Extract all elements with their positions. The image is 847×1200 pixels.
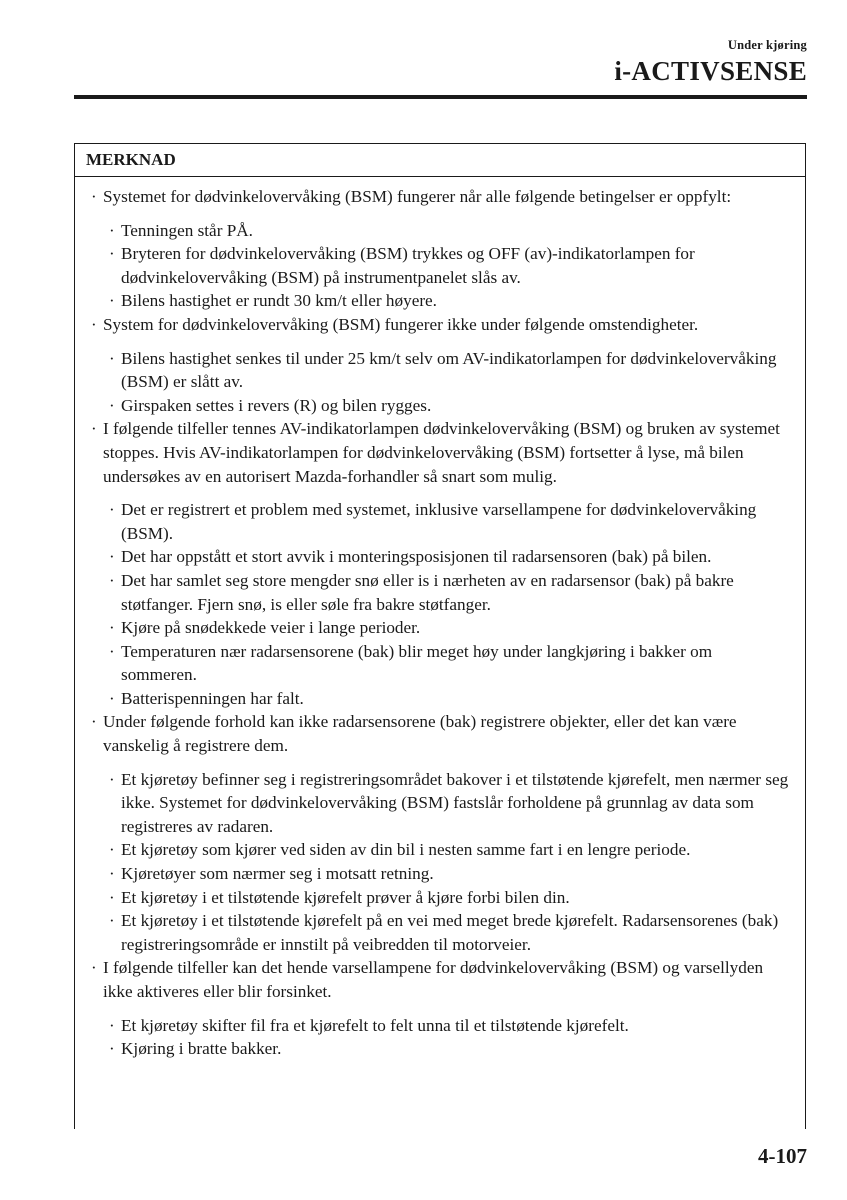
bullet-dot: · [109,244,115,264]
bullet-dot: · [91,419,97,439]
note-bullet-item [91,313,789,337]
note-sub-text: Bilens hastighet er rundt 30 km/t eller høyere. [121,291,437,311]
note-sub-text: Et kjøretøy som kjører ved siden av din bil i nesten samme fart i en lengre periode. [121,840,691,860]
note-sub-item [91,1037,789,1061]
bullet-dot: · [109,547,115,567]
note-sub-item [91,545,789,569]
note-bullet-item [91,710,789,757]
note-bullet-text: Under følgende forhold kan ikke radarsensorene (bak) registrere objekter, eller det kan være vanskelig å registrere dem. [103,712,737,756]
bullet-dot: · [109,570,115,590]
note-sub-item [91,394,789,418]
note-sub-text: Kjøretøyer som nærmer seg i motsatt retning. [121,864,434,884]
bullet-dot: · [91,314,97,334]
note-bullet-item [91,417,789,488]
note-sub-text: Kjøring i bratte bakker. [121,1039,282,1059]
bullet-dot: · [109,1039,115,1059]
note-sub-text: Tenningen står PÅ. [121,220,253,240]
note-sub-item [91,219,789,243]
note-sub-item [91,569,789,616]
note-sub-text: Girspaken settes i revers (R) og bilen rygges. [121,395,432,415]
bullet-dot: · [109,618,115,638]
note-sub-item [91,886,789,910]
bullet-dot: · [109,911,115,931]
note-sub-text: Kjøre på snødekkede veier i lange perioder. [121,618,421,638]
note-bullet-item [91,185,789,209]
note-sub-item [91,242,789,289]
bullet-dot: · [91,187,97,206]
note-bullet-item [91,956,789,1003]
note-bullet-text: Systemet for dødvinkelovervåking (BSM) fungerer når alle følgende betingelser er oppfylt: [103,187,732,206]
bullet-dot: · [91,958,97,978]
bullet-dot: · [109,500,115,520]
bullet-dot: · [109,840,115,860]
note-sub-item [91,838,789,862]
note-sub-item [91,909,789,956]
note-sub-item [91,862,789,886]
note-sub-item [91,498,789,545]
note-sub-text: Det har samlet seg store mengder snø eller is i nærheten av en radarsensor (bak) på bakre støtfanger. Fjern snø, is eller søle fra bakre støtfanger. [121,570,734,614]
header-section-label: Under kjøring [727,38,807,52]
note-sub-text: Det har oppstått et stort avvik i monteringsposisjonen til radarsensoren (bak) på bilen. [121,547,712,567]
note-sub-item [91,640,789,687]
page-title: i-ACTIVSENSE [614,56,807,86]
note-sub-text: Bryteren for dødvinkelovervåking (BSM) trykkes og OFF (av)-indikatorlampen for dødvinkelovervåking (BSM) på instrumentpanelet slås av. [121,244,695,287]
note-sub-list [91,1014,789,1061]
note-bullet-text: I følgende tilfeller kan det hende varsellampene for dødvinkelovervåking (BSM) og varsellyden ikke aktiveres eller blir forsinket. [103,958,764,1001]
page-number: 4-107 [758,1144,807,1168]
note-sub-list [91,498,789,710]
note-sub-item [91,1014,789,1038]
bullet-dot: · [109,769,115,789]
header-rule [74,95,807,99]
bullet-dot: · [109,887,115,907]
bullet-dot: · [109,348,115,368]
bullet-dot: · [109,291,115,311]
note-sub-item [91,616,789,640]
note-sub-item [91,289,789,313]
note-bullet-text: I følgende tilfeller tennes AV-indikatorlampen dødvinkelovervåking (BSM) og bruken av systemet stoppes. Hvis AV-indikatorlampen for dødvinkelovervåking (BSM) fortsetter å lyse, må bilen undersøkes av en autorisert Mazda-forhandler så snart som mulig. [103,419,780,486]
note-sub-text: Batterispenningen har falt. [121,688,304,708]
note-sub-item [91,768,789,839]
note-heading: MERKNAD [75,144,805,177]
note-sub-list [91,768,789,957]
note-sub-text: Et kjøretøy befinner seg i registreringsområdet bakover i et tilstøtende kjørefelt, men nærmer seg ikke. Systemet for dødvinkelovervåking (BSM) fastslår forholdene på grunnlag av data som registreres av radaren. [121,769,789,836]
note-sub-text: Et kjøretøy i et tilstøtende kjørefelt på en vei med meget brede kjørefelt. Radarsensorenes (bak) registreringsområde er innstilt på veibredden til motorveier. [121,911,779,954]
note-sub-text: Det er registrert et problem med systemet, inklusive varsellampene for dødvinkelovervåking (BSM). [121,500,757,543]
bullet-dot: · [109,688,115,708]
bullet-dot: · [109,220,115,240]
bullet-dot: · [109,395,115,415]
bullet-dot: · [109,1015,115,1035]
note-sub-item [91,687,789,711]
note-sub-list [91,347,789,418]
note-box [74,143,806,1129]
note-sub-text: Bilens hastighet senkes til under 25 km/t selv om AV-indikatorlampen for dødvinkelovervåking (BSM) er slått av. [121,348,777,392]
note-bullet-text: System for dødvinkelovervåking (BSM) fungerer ikke under følgende omstendigheter. [103,314,699,334]
note-body [75,177,805,1061]
bullet-dot: · [109,864,115,884]
note-sub-text: Et kjøretøy i et tilstøtende kjørefelt prøver å kjøre forbi bilen din. [121,887,570,907]
note-sub-text: Et kjøretøy skifter fil fra et kjørefelt to felt unna til et tilstøtende kjørefelt. [121,1015,629,1035]
note-sub-list [91,219,789,313]
note-sub-item [91,347,789,394]
bullet-dot: · [91,712,97,732]
bullet-dot: · [109,641,115,661]
note-sub-text: Temperaturen nær radarsensorene (bak) blir meget høy under langkjøring i bakker om sommeren. [121,641,713,685]
